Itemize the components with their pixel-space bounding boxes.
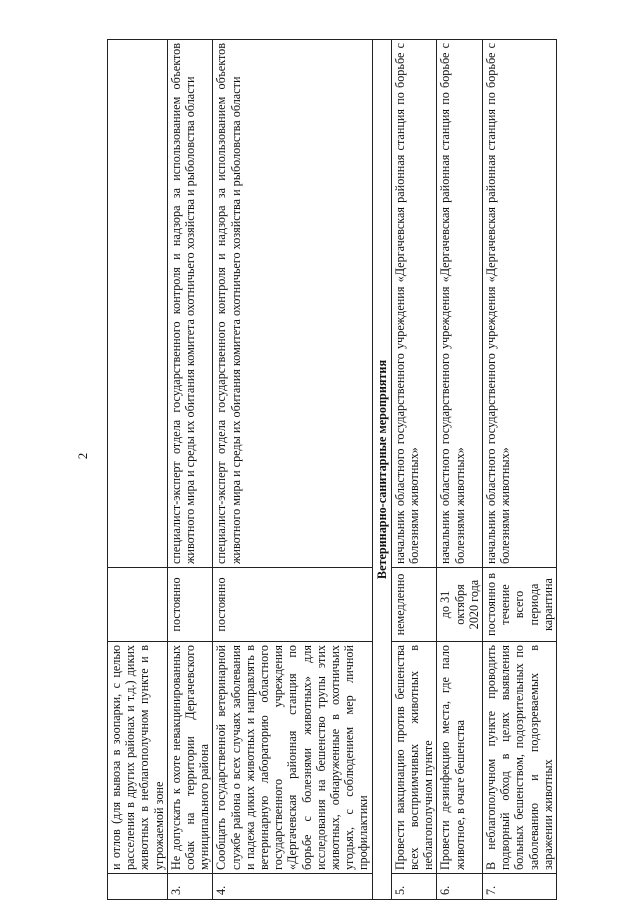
row-number: 7. (483, 874, 557, 900)
row-number (108, 874, 168, 900)
table-row (437, 40, 483, 900)
row-term: немедленно (391, 568, 437, 642)
row-action: Провести дезинфекцию места, где пало животное, в очаге бешенства (437, 642, 483, 874)
page-number: 2 (75, 452, 90, 460)
section-title: Ветеринарно-санитарные мероприятия (372, 40, 391, 900)
row-term: до 31 октября 2020 года (437, 568, 483, 642)
row-responsible: начальник областного государственного учреждения «Дергачевская районная станция по борьбе с болезнями животных» (391, 40, 437, 568)
row-responsible: специалист-эксперт отдела государственного контроля и надзора за использованием объектов животного мира и среды их обитания комитета охотничьего хозяйства и рыболовства области (167, 40, 213, 568)
row-term: постоянно (167, 568, 213, 642)
table-row (108, 40, 168, 900)
row-action: Провести вакцинацию против бешенства всех восприимчивых животных в неблагополучном пункте (391, 642, 437, 874)
row-number: 3. (167, 874, 213, 900)
row-action: Сообщать государственной ветеринарной службе района о всех случаях заболевания и падежа диких животных и направлять в ветеринарную лабораторию областного государственного учреждения «Дергачевская районная станция по борьбе с болезнями животных» для исследования на бешенство трупы этих животных, обнаруженные в охотничьих угодьях, с соблюдением мер личной профилактики (213, 642, 372, 874)
row-action: Не допускать к охоте невакцинированных собак на территории Дергачевского муниципального района (167, 642, 213, 874)
row-responsible (108, 40, 168, 568)
table-row (483, 40, 557, 900)
row-responsible: начальник областного государственного учреждения «Дергачевская районная станция по борьбе с болезнями животных» (437, 40, 483, 568)
row-term: постоянно (213, 568, 372, 642)
table-row (167, 40, 213, 900)
row-number: 6. (437, 874, 483, 900)
row-action: В неблагополучном пункте проводить подворный обход в целях выявления больных бешенством, подозрительных по заболеванию и подозреваемых в заражении животных (483, 642, 557, 874)
section-row (372, 40, 391, 900)
row-number: 4. (213, 874, 372, 900)
row-action: и отлов (для вывоза в зоопарки, с целью расселения в других районах и т.д.) диких животных в неблагополучном пункте и в угрожаемой зоне (108, 642, 168, 874)
table-row (391, 40, 437, 900)
measures-table (107, 39, 557, 900)
row-term: постоянно в течение всего периода карантина (483, 568, 557, 642)
rotated-table-area (107, 40, 555, 900)
row-number: 5. (391, 874, 437, 900)
landscape-content (107, 40, 555, 900)
row-responsible: начальник областного государственного учреждения «Дергачевская районная станция по борьбе с болезнями животных» (483, 40, 557, 568)
table-row (213, 40, 372, 900)
row-responsible: специалист-эксперт отдела государственного контроля и надзора за использованием объектов животного мира и среды их обитания комитета охотничьего хозяйства и рыболовства области (213, 40, 372, 568)
row-term (108, 568, 168, 642)
